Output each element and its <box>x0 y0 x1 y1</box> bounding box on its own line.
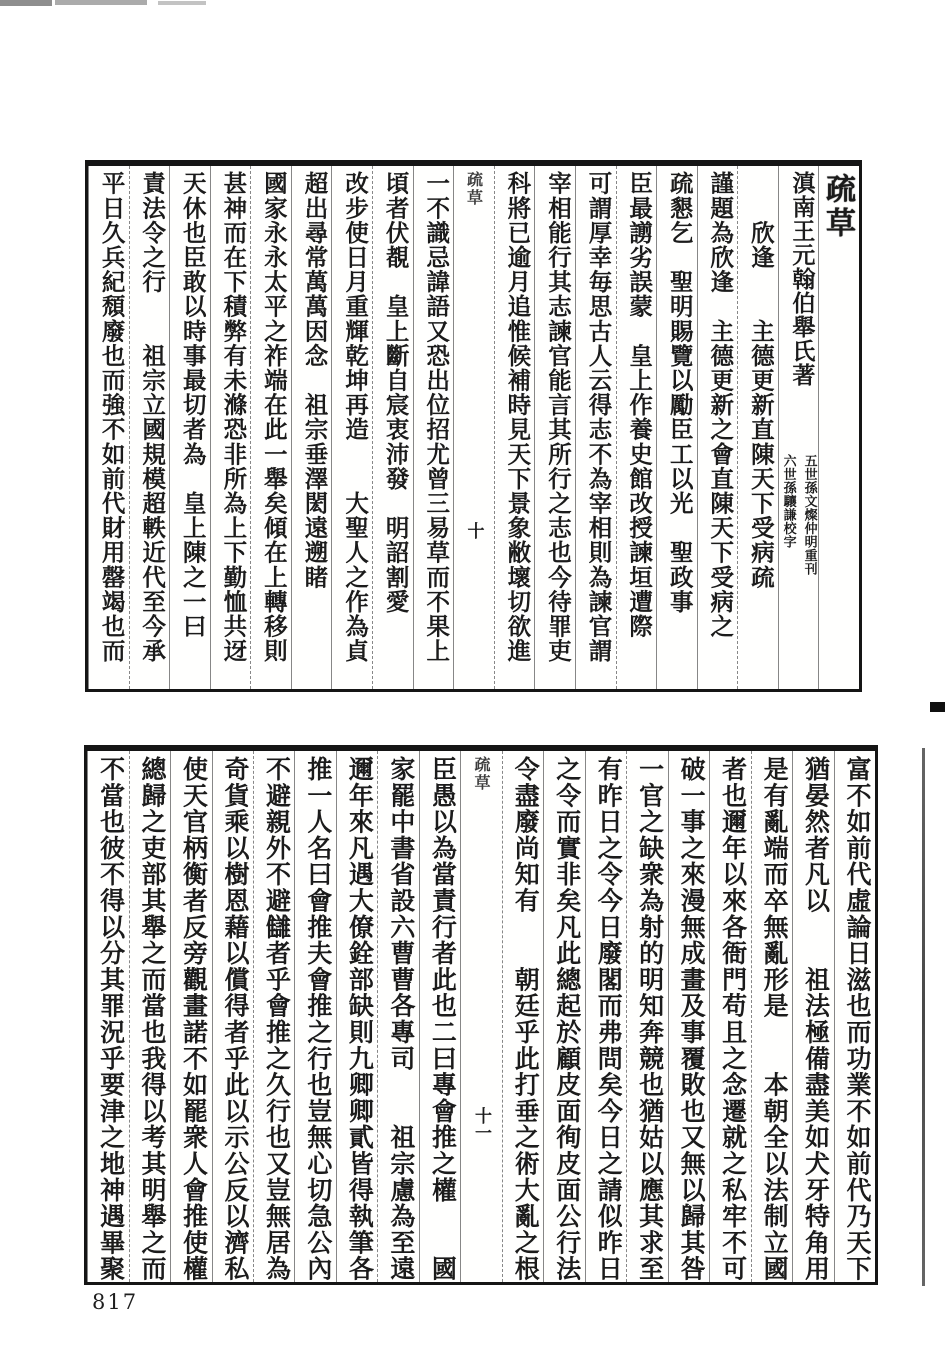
text-column-12: 頃者伏覩 皇上斷自宸衷沛發 明詔割愛 <box>372 166 413 689</box>
fold-column-10 <box>460 751 501 1282</box>
top-half-folio-frame <box>85 160 862 692</box>
descendants-note <box>779 454 819 699</box>
text-column-1: 富不如前代虛論日滋也而功業不如前代乃天下 <box>834 751 875 1282</box>
fold-title: 疏草 <box>464 171 484 207</box>
text-column-4: 謹題為欣逢 主德更新之會直陳天下受病之 <box>697 166 738 689</box>
bottom-half-folio-frame <box>84 745 878 1285</box>
text-column-13: 邇年來凡遇大僚銓部缺則九卿卿貳皆得執筆各 <box>336 751 377 1282</box>
descendant-right-note: 五世孫文燦仲明重刊 <box>801 453 817 576</box>
text-column-18: 總歸之吏部其舉之而當也我得以考其明舉之而 <box>129 751 170 1282</box>
author-line: 滇南王元翰伯舉氏著 <box>788 171 815 387</box>
text-column-14: 超出尋常萬萬因念 祖宗垂澤閎遠遡睹 <box>291 166 332 689</box>
descendant-left-note: 六世孫驤謙校字 <box>780 453 796 549</box>
text-column-8: 之令而實非矣凡此總起於顧皮面徇皮面公行法 <box>543 751 584 1282</box>
author-column-2 <box>778 166 819 689</box>
text-column-19: 平日久兵紀頹廢也而強不如前代財用罄竭也而 <box>88 166 129 689</box>
text-column-16: 甚神而在下積弊有未滌恐非所為上下勤恤共迓 <box>210 166 251 689</box>
text-column-15: 國家永永太平之祚端在此一舉矣傾在上轉移則 <box>250 166 291 689</box>
folio-number: 十 <box>463 521 484 539</box>
text-column-17: 使天官柄衡者反旁觀畫諾不如罷衆人會推使權 <box>170 751 211 1282</box>
title-column-1: 疏草 <box>818 166 859 689</box>
text-column-9: 科將已逾月追惟候補時見天下景象敝壞切欲進 <box>494 166 535 689</box>
fold-title: 疏草 <box>472 756 492 792</box>
text-column-3: 欣逢 主德更新直陳天下受病疏 <box>737 166 778 689</box>
text-column-2: 猶晏然者凡以 祖法極備盡美如犬牙特角用 <box>792 751 833 1282</box>
page-number: 817 <box>92 1290 139 1314</box>
text-column-11: 一不識忌諱語又恐出位招尤曾三易草而不果上 <box>413 166 454 689</box>
text-column-6: 一官之缺衆為射的明知奔競也猶姑以應其求至 <box>626 751 667 1282</box>
scan-smudge-mark <box>55 0 147 5</box>
text-column-17: 天休也臣敢以時事最切者為 皇上陳之一曰 <box>169 166 210 689</box>
page-edge-shadow <box>922 748 925 1286</box>
text-column-12: 家罷中書省設六曹曹各專司 祖宗慮為至遠 <box>377 751 418 1282</box>
text-column-5: 破一事之來漫無成畫及事覆敗也又無以歸其咎 <box>668 751 709 1282</box>
text-column-9: 令盡廢尚知有 朝廷乎此打垂之術大亂之根 <box>502 751 543 1282</box>
gutter-tick-mark <box>930 702 945 712</box>
text-column-6: 臣最謭劣誤蒙 皇上作養史館改授諫垣遭際 <box>616 166 657 689</box>
scan-smudge-mark <box>0 0 52 6</box>
text-column-8: 宰相能行其志諫官能言其所行之志也今待罪吏 <box>534 166 575 689</box>
text-column-16: 奇貨乘以樹恩藉以償得者乎此以示公反以濟私 <box>212 751 253 1282</box>
text-column-19: 不當也彼不得以分其罪況乎要津之地神遇畢聚 <box>87 751 128 1282</box>
text-column-18: 責法令之行 祖宗立國規模超軼近代至今承 <box>129 166 170 689</box>
text-column-14: 推一人名曰會推夫會推之行也豈無心切急公內 <box>294 751 335 1282</box>
text-column-4: 者也邇年以來各衙門苟且之念遷就之私牢不可 <box>709 751 750 1282</box>
text-column-3: 是有亂端而卒無亂形是 本朝全以法制立國 <box>751 751 792 1282</box>
scan-smudge-mark <box>158 1 206 5</box>
text-column-5: 疏懇乞 聖明賜覽以勵臣工以光 聖政事 <box>656 166 697 689</box>
folio-number: 十一 <box>471 1106 492 1141</box>
text-column-15: 不避親外不避讎者乎會推之久行也又豈無居為 <box>253 751 294 1282</box>
text-column-7: 有昨日之令今日廢閣而弗問矣今日之請似昨日 <box>585 751 626 1282</box>
text-column-7: 可謂厚幸毎思古人云得志不為宰相則為諫官謂 <box>575 166 616 689</box>
text-column-13: 改步使日月重輝乾坤再造 大聖人之作為貞 <box>331 166 372 689</box>
text-column-11: 臣愚以為當責行者此也二曰專會推之權 國 <box>419 751 460 1282</box>
fold-column-10 <box>453 166 494 689</box>
